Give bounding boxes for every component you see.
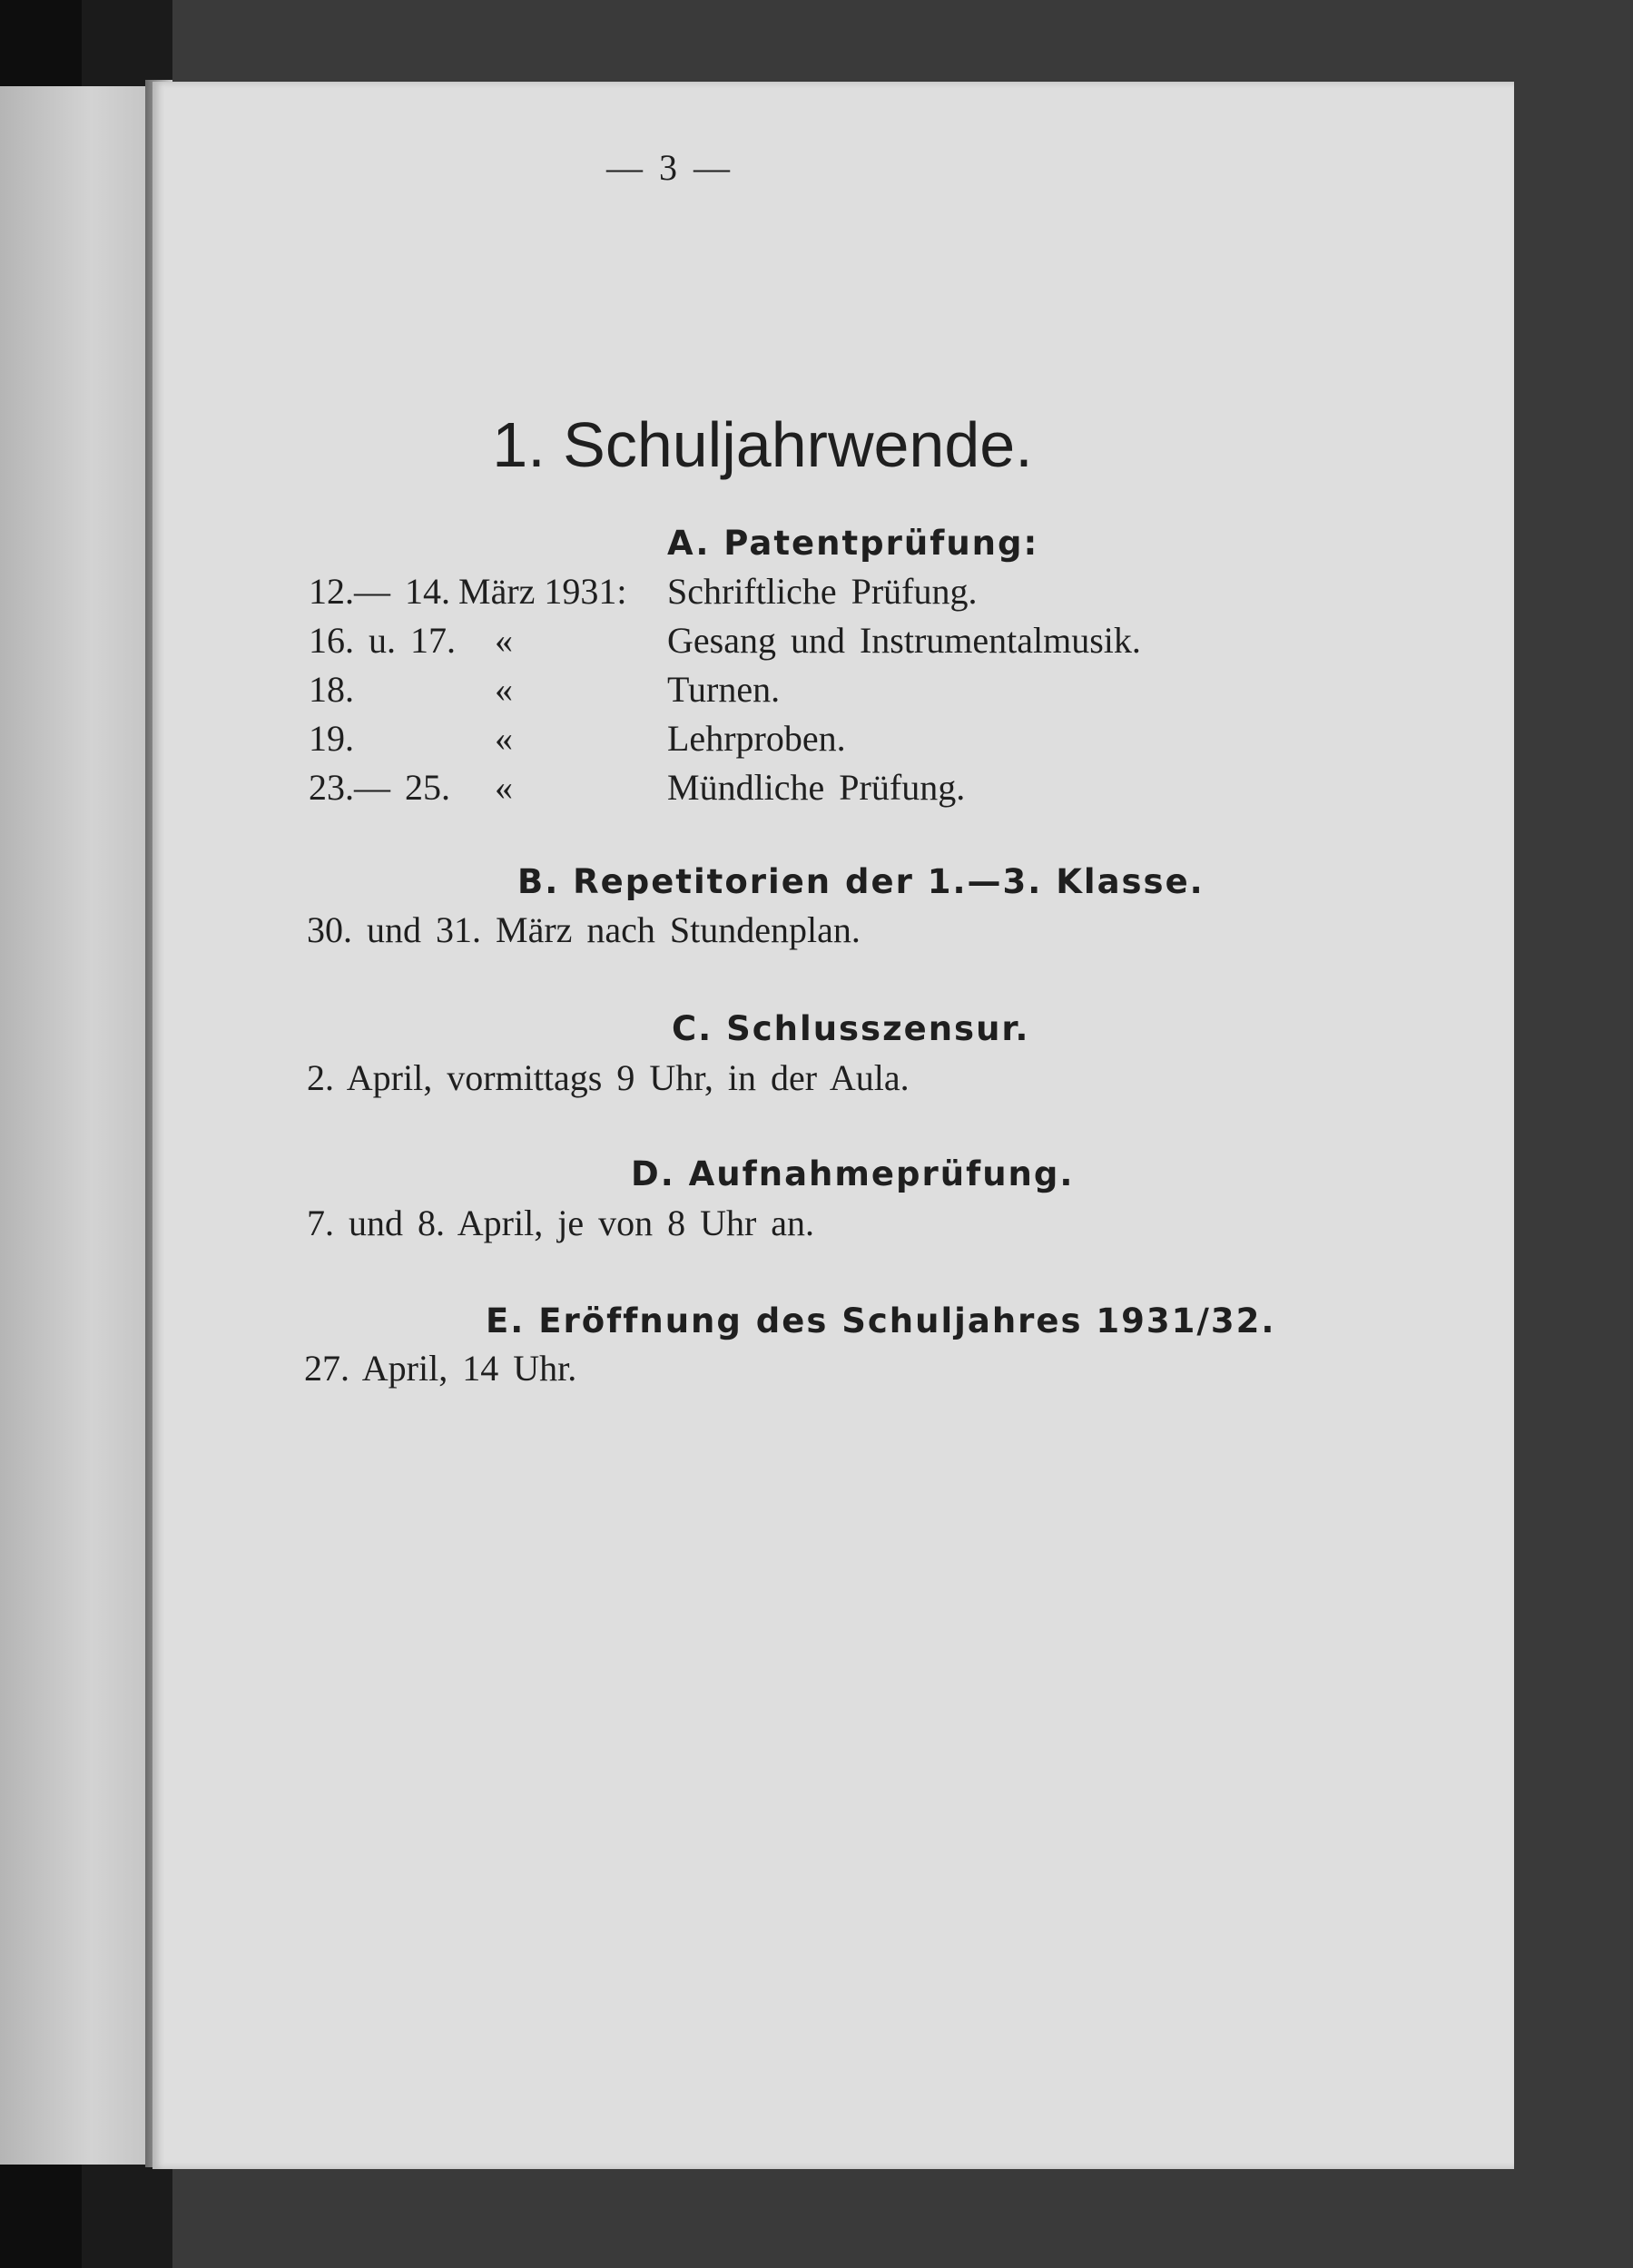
section-heading-d: D. Aufnahmeprüfung. [631, 1154, 1075, 1193]
ditto-mark: « [495, 718, 513, 759]
exam-month: März 1931: [458, 571, 627, 612]
section-text-e: 27. April, 14 Uhr. [304, 1348, 577, 1389]
exam-description: Turnen. [667, 669, 781, 710]
exam-description: Lehrproben. [667, 718, 846, 759]
exam-date: 16. u. 17. [309, 620, 456, 661]
ditto-mark: « [495, 620, 513, 661]
page-number: — 3 — [606, 147, 733, 188]
exam-date: 18. [309, 669, 354, 710]
book-page [152, 82, 1514, 2169]
exam-date: 12.— 14. [309, 571, 450, 612]
chapter-title: 1. Schuljahrwende. [492, 409, 1033, 480]
exam-date: 19. [309, 718, 354, 759]
section-heading-a: A. Patentprüfung: [667, 524, 1039, 563]
section-heading-b: B. Repetitorien der 1.—3. Klasse. [517, 862, 1205, 901]
section-heading-c: C. Schlusszensur. [672, 1009, 1030, 1048]
section-text-c: 2. April, vormittags 9 Uhr, in der Aula. [307, 1057, 910, 1098]
exam-date: 23.— 25. [309, 767, 450, 808]
ditto-mark: « [495, 767, 513, 808]
section-text-d: 7. und 8. April, je von 8 Uhr an. [307, 1203, 815, 1243]
ditto-mark: « [495, 669, 513, 710]
section-text-b: 30. und 31. März nach Stundenplan. [307, 909, 861, 950]
exam-description: Mündliche Prüfung. [667, 767, 966, 808]
exam-description: Gesang und Instrumentalmusik. [667, 620, 1141, 661]
left-page-edge [0, 86, 152, 2165]
exam-description: Schriftliche Prüfung. [667, 571, 978, 612]
section-heading-e: E. Eröffnung des Schuljahres 1931/32. [486, 1301, 1276, 1340]
